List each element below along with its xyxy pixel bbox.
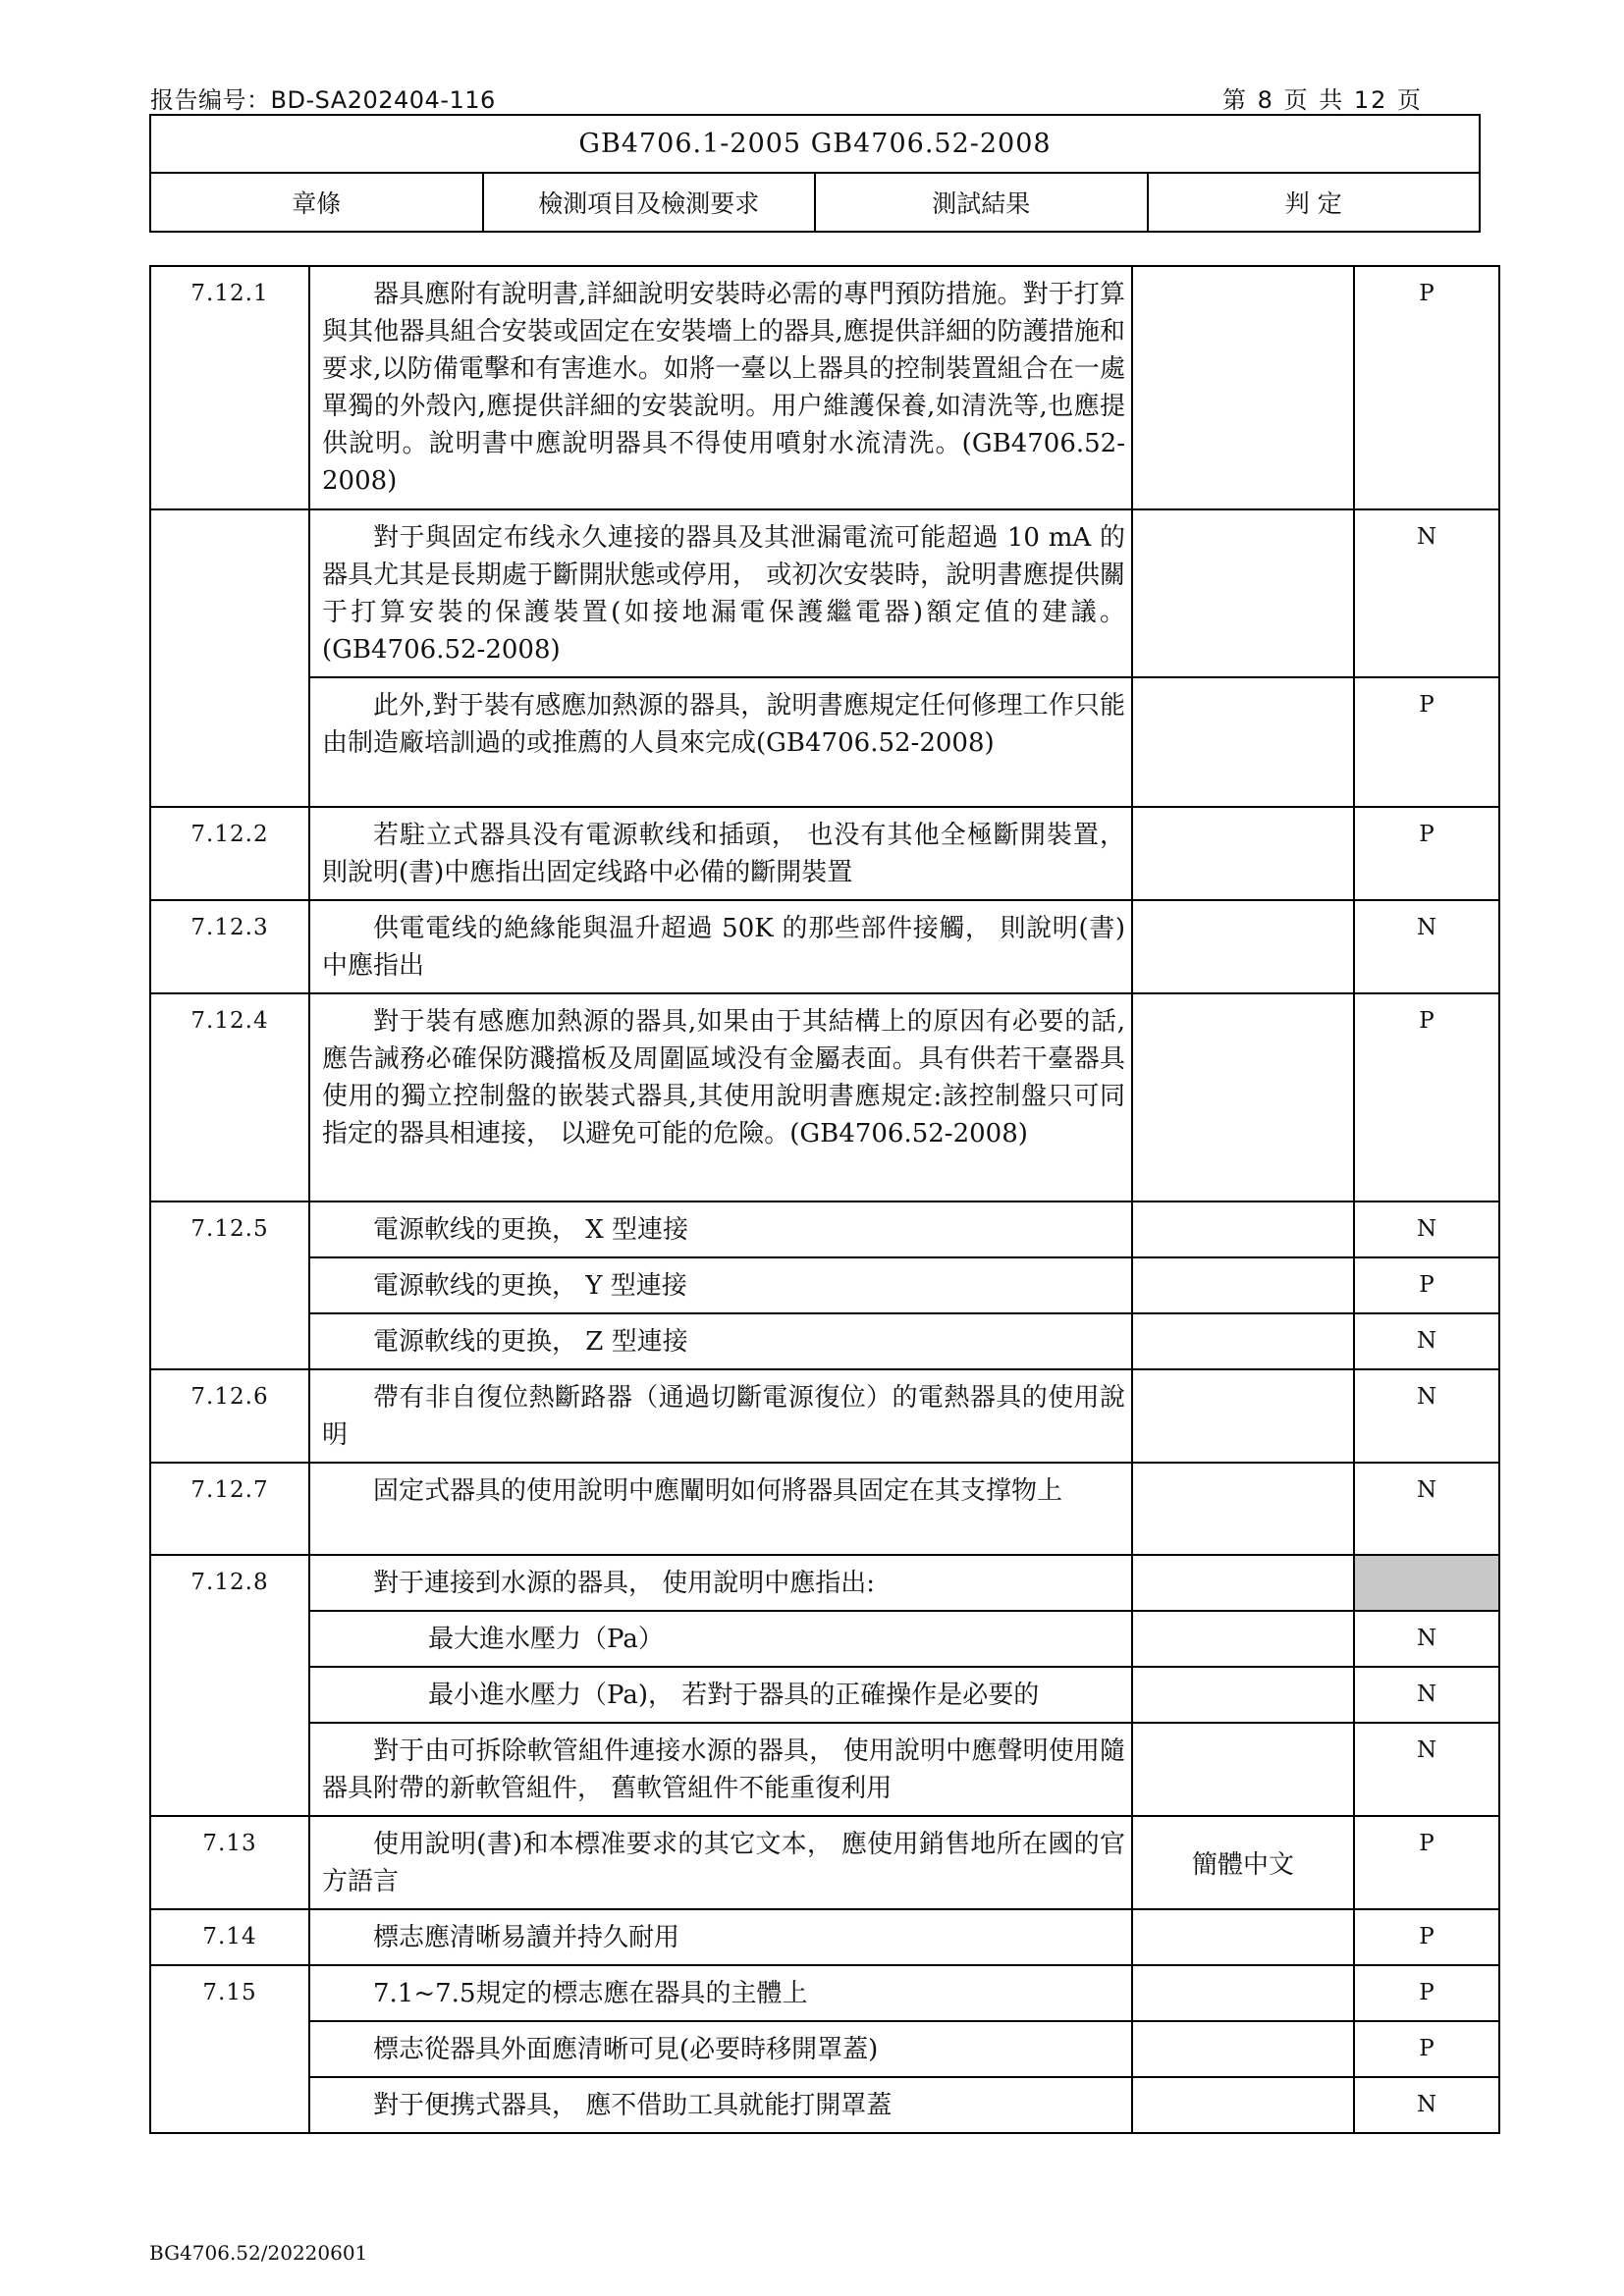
result-cell — [1132, 1667, 1354, 1723]
clause-cell: 7.12.3 — [150, 900, 309, 993]
verdict-cell-shaded — [1354, 1555, 1499, 1611]
clause-cell: 7.14 — [150, 1909, 309, 1965]
verdict-cell: P — [1354, 2021, 1499, 2077]
result-cell — [1132, 1463, 1354, 1555]
standard-title: GB4706.1-2005 GB4706.52-2008 — [150, 115, 1480, 173]
result-cell — [1132, 1723, 1354, 1816]
table-row — [150, 1965, 1499, 2021]
table-row — [150, 1909, 1499, 1965]
table-header — [149, 114, 1481, 233]
col-header-result: 測試結果 — [815, 173, 1148, 232]
requirement-cell: 標志應清晰易讀并持久耐用 — [309, 1909, 1132, 1965]
table-row — [150, 1257, 1499, 1313]
verdict-cell: N — [1354, 1313, 1499, 1369]
result-cell — [1132, 2021, 1354, 2077]
verdict-cell: N — [1354, 1611, 1499, 1667]
requirement-cell: 電源軟线的更换， Z 型連接 — [309, 1313, 1132, 1369]
table-row — [150, 993, 1499, 1201]
verdict-cell: N — [1354, 1463, 1499, 1555]
result-cell — [1132, 1909, 1354, 1965]
requirement-cell: 固定式器具的使用說明中應闡明如何將器具固定在其支撑物上 — [309, 1463, 1132, 1555]
verdict-cell: P — [1354, 1257, 1499, 1313]
verdict-cell: P — [1354, 266, 1499, 509]
table-row — [150, 1667, 1499, 1723]
requirement-cell: 器具應附有說明書,詳細說明安裝時必需的專門預防措施。對于打算與其他器具組合安裝或固定在安裝墻上的器具,應提供詳細的防護措施和要求,以防備電擊和有害進水。如將一臺以上器具的控制裝置組合在一處單獨的外殼內,應提供詳細的安裝說明。用户維護保養,如清洗等,也應提供說明。說明書中應說明器具不得使用噴射水流清洗。(GB4706.52-2008) — [309, 266, 1132, 509]
table-row — [150, 2021, 1499, 2077]
table-row — [150, 266, 1499, 509]
requirement-cell: 此外,對于裝有感應加熱源的器具，說明書應規定任何修理工作只能由制造廠培訓過的或推薦的人員來完成(GB4706.52-2008) — [309, 677, 1132, 807]
verdict-cell: N — [1354, 509, 1499, 677]
result-cell — [1132, 1965, 1354, 2021]
verdict-cell: P — [1354, 807, 1499, 900]
table-row — [150, 900, 1499, 993]
verdict-cell: P — [1354, 1816, 1499, 1909]
clause-cell: 7.15 — [150, 1965, 309, 2133]
clause-cell: 7.12.8 — [150, 1555, 309, 1816]
table-row — [150, 677, 1499, 807]
report-number: 报告编号：BD-SA202404-116 — [150, 86, 496, 114]
verdict-cell: P — [1354, 1965, 1499, 2021]
clause-cell: 7.12.6 — [150, 1369, 309, 1463]
clause-cell: 7.12.7 — [150, 1463, 309, 1555]
result-cell — [1132, 1201, 1354, 1257]
result-cell — [1132, 993, 1354, 1201]
result-cell — [1132, 1369, 1354, 1463]
verdict-cell: N — [1354, 900, 1499, 993]
result-cell — [1132, 677, 1354, 807]
table-row — [150, 509, 1499, 677]
requirement-cell: 對于由可拆除軟管組件連接水源的器具， 使用說明中應聲明使用隨器具附帶的新軟管組件， 舊軟管組件不能重復利用 — [309, 1723, 1132, 1816]
requirement-cell: 對于與固定布线永久連接的器具及其泄漏電流可能超過 10 mA 的器具尤其是長期處于斷開狀態或停用， 或初次安裝時，說明書應提供關于打算安裝的保護裝置(如接地漏電保護繼電器)額定值的建議。(GB4706.52-2008) — [309, 509, 1132, 677]
result-cell — [1132, 1555, 1354, 1611]
col-header-item: 檢測項目及檢測要求 — [483, 173, 816, 232]
col-header-verdict: 判 定 — [1148, 173, 1481, 232]
col-header-clause: 章條 — [150, 173, 483, 232]
verdict-cell: N — [1354, 1201, 1499, 1257]
requirement-cell: 電源軟线的更换， X 型連接 — [309, 1201, 1132, 1257]
table-row — [150, 1201, 1499, 1257]
requirement-cell: 帶有非自復位熱斷路器（通過切斷電源復位）的電熱器具的使用說明 — [309, 1369, 1132, 1463]
footer-code: BG4706.52/20220601 — [149, 2241, 368, 2265]
clause-cell: 7.12.4 — [150, 993, 309, 1201]
table-row — [150, 2077, 1499, 2133]
table-row — [150, 807, 1499, 900]
requirement-cell: 最小進水壓力（Pa)， 若對于器具的正確操作是必要的 — [309, 1667, 1132, 1723]
requirement-cell: 供電電线的絶緣能與温升超過 50K 的那些部件接觸， 則說明(書)中應指出 — [309, 900, 1132, 993]
table-row — [150, 1369, 1499, 1463]
result-cell — [1132, 266, 1354, 509]
table-row — [150, 1463, 1499, 1555]
requirement-cell: 使用說明(書)和本標准要求的其它文本， 應使用銷售地所在國的官方語言 — [309, 1816, 1132, 1909]
requirement-cell: 對于便携式器具， 應不借助工具就能打開罩蓋 — [309, 2077, 1132, 2133]
clause-cell — [150, 509, 309, 807]
clause-cell: 7.12.2 — [150, 807, 309, 900]
result-cell — [1132, 2077, 1354, 2133]
verdict-cell: P — [1354, 993, 1499, 1201]
result-cell: 簡體中文 — [1132, 1816, 1354, 1909]
requirement-cell: 最大進水壓力（Pa） — [309, 1611, 1132, 1667]
clause-cell: 7.12.1 — [150, 266, 309, 509]
verdict-cell: N — [1354, 1369, 1499, 1463]
result-cell — [1132, 1257, 1354, 1313]
requirement-cell: 對于裝有感應加熱源的器具,如果由于其結構上的原因有必要的話,應告誡務必確保防濺擋板及周圍區域没有金屬表面。具有供若干臺器具使用的獨立控制盤的嵌裝式器具,其使用說明書應規定:該控制盤只可同指定的器具相連接， 以避免可能的危險。(GB4706.52-2008) — [309, 993, 1132, 1201]
clause-cell: 7.12.5 — [150, 1201, 309, 1369]
table-row — [150, 1555, 1499, 1611]
page-info: 第 8 页 共 12 页 — [1222, 86, 1423, 114]
result-cell — [1132, 509, 1354, 677]
requirement-cell: 電源軟线的更换， Y 型連接 — [309, 1257, 1132, 1313]
table-row — [150, 1723, 1499, 1816]
result-cell — [1132, 807, 1354, 900]
verdict-cell: P — [1354, 1909, 1499, 1965]
result-cell — [1132, 1313, 1354, 1369]
result-cell — [1132, 1611, 1354, 1667]
table-row — [150, 1611, 1499, 1667]
requirement-cell: 7.1~7.5規定的標志應在器具的主體上 — [309, 1965, 1132, 2021]
test-items-table — [149, 265, 1500, 2134]
verdict-cell: N — [1354, 1667, 1499, 1723]
verdict-cell: P — [1354, 677, 1499, 807]
table-row — [150, 1313, 1499, 1369]
result-cell — [1132, 900, 1354, 993]
verdict-cell: N — [1354, 2077, 1499, 2133]
requirement-cell: 對于連接到水源的器具， 使用說明中應指出: — [309, 1555, 1132, 1611]
verdict-cell: N — [1354, 1723, 1499, 1816]
requirement-cell: 標志從器具外面應清晰可見(必要時移開罩蓋) — [309, 2021, 1132, 2077]
requirement-cell: 若駐立式器具没有電源軟线和插頭， 也没有其他全極斷開裝置， 則說明(書)中應指出固定线路中必備的斷開裝置 — [309, 807, 1132, 900]
clause-cell: 7.13 — [150, 1816, 309, 1909]
table-row — [150, 1816, 1499, 1909]
